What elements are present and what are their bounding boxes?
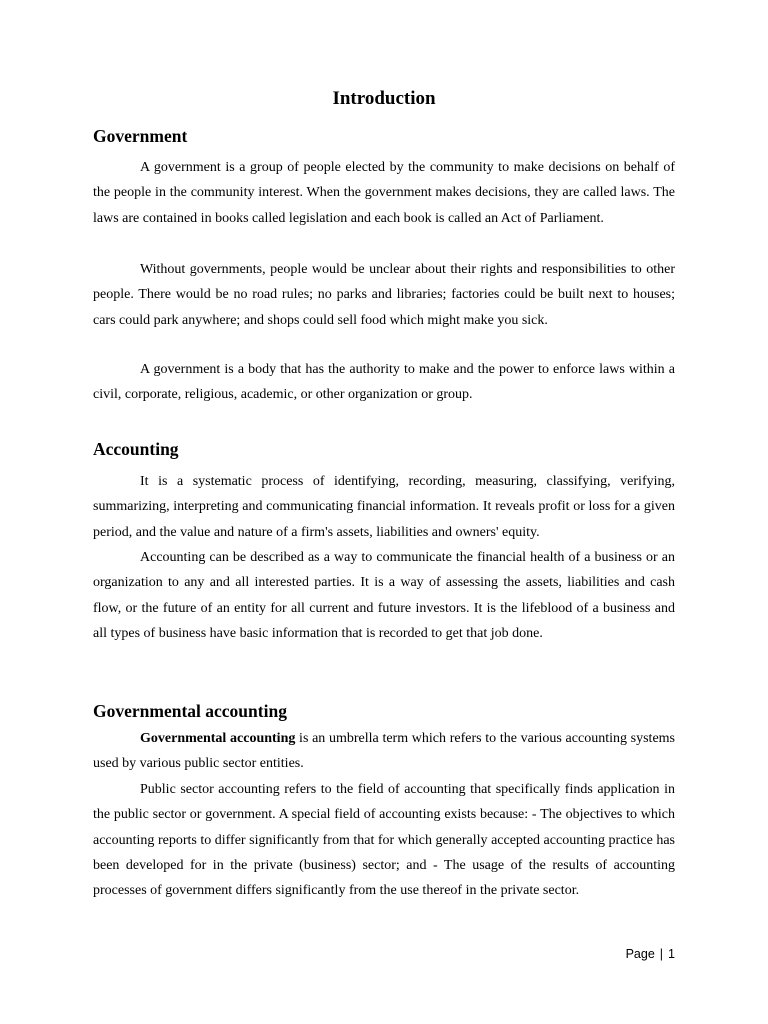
governmental-accounting-paragraph-1 xyxy=(93,726,675,777)
government-paragraph-2: Without governments, people would be unclear about their rights and responsibilities to other people. There would be no road rules; no parks and libraries; factories could be built next to houses; cars could park anywhere; and shops could sell food which might make you sick. xyxy=(93,262,675,328)
heading-governmental-accounting: Governmental accounting xyxy=(93,701,287,721)
government-paragraph-1: A government is a group of people elected by the community to make decisions on behalf of the people in the community interest. When the government makes decisions, they are called laws. The laws are contained in books called legislation and each book is called an Act of Parliament. xyxy=(93,160,675,226)
page-footer xyxy=(626,945,675,963)
page-label: Page xyxy=(625,947,655,961)
page-title: Introduction xyxy=(332,88,436,109)
accounting-paragraph-1: It is a systematic process of identifying, recording, measuring, classifying, verifying, summarizing, interpreting and communicating financial information. It reveals profit or loss for a given period, and the value and nature of a firm's assets, liabilities and owners' equity. xyxy=(93,474,675,540)
governmental-accounting-definition: is an umbrella term which refers to the various accounting systems used by various public sector entities. xyxy=(93,731,676,772)
governmental-accounting-term: Governmental accounting xyxy=(140,731,296,746)
governmental-accounting-paragraph-2: Public sector accounting refers to the field of accounting that specifically finds application in the public sector or government. A special field of accounting exists because: - The objectives to which accounting reports to differ significantly from that for which generally accepted accounting practice has been developed for in the private (business) sector; and - The usage of the results of accounting processes of government differs significantly from the use thereof in the private sector. xyxy=(93,782,675,899)
accounting-paragraph-2: Accounting can be described as a way to communicate the financial health of a business or an organization to any and all interested parties. It is a way of assessing the assets, liabilities and cash flow, or the future of an entity for all current and future investors. It is the lifeblood of a business and all types of business have basic information that is recorded to get that job done. xyxy=(93,550,675,641)
government-paragraph-3: A government is a body that has the authority to make and the power to enforce laws within a civil, corporate, religious, academic, or other organization or group. xyxy=(93,362,675,403)
heading-accounting: Accounting xyxy=(93,439,179,459)
page-separator: | xyxy=(659,947,664,961)
heading-government: Government xyxy=(93,126,188,146)
page-number: 1 xyxy=(668,947,675,961)
